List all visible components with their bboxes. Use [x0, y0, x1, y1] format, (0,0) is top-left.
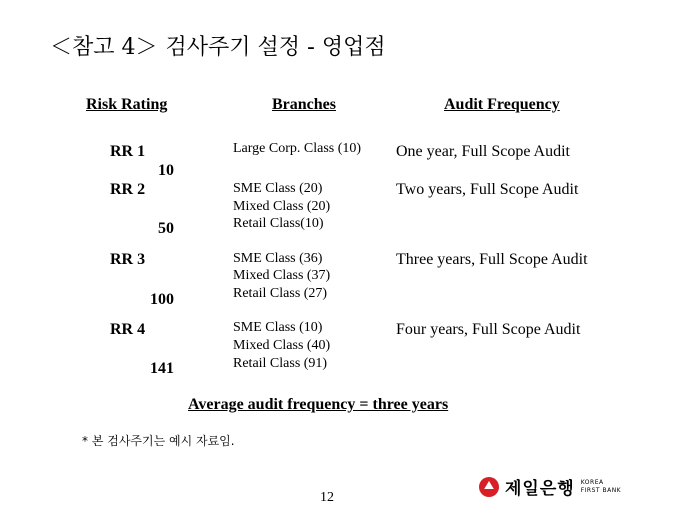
branch-line: SME Class (36) — [233, 251, 323, 266]
bank-logo-english-line2: FIRST BANK — [580, 486, 622, 494]
branch-line: Mixed Class (40) — [233, 338, 331, 353]
audit-frequency-1: One year, Full Scope Audit — [396, 143, 570, 160]
risk-rating-3: RR 3 — [110, 251, 146, 268]
branch-line: Retail Class (91) — [233, 356, 328, 371]
title-main: 검사주기 설정 - 영업점 — [165, 35, 386, 60]
branch-count-1: 10 — [158, 162, 174, 179]
page-number: 12 — [320, 490, 334, 505]
branch-line: Retail Class (27) — [233, 286, 328, 301]
audit-frequency-4: Four years, Full Scope Audit — [396, 321, 581, 338]
risk-rating-2: RR 2 — [110, 181, 146, 198]
audit-frequency-2: Two years, Full Scope Audit — [396, 181, 579, 198]
header-audit-frequency: Audit Frequency — [444, 96, 560, 113]
footnote: * 본 검사주기는 예시 자료임. — [82, 434, 235, 448]
audit-frequency-3: Three years, Full Scope Audit — [396, 251, 588, 268]
branch-line: SME Class (10) — [233, 320, 323, 335]
title-prefix: ＜참고 4＞ — [50, 35, 158, 60]
branch-count-4: 141 — [150, 360, 174, 377]
bank-logo — [478, 474, 621, 499]
branch-line: Retail Class(10) — [233, 216, 324, 231]
branch-line: Mixed Class (20) — [233, 199, 331, 214]
average-frequency-summary: Average audit frequency = three years — [188, 396, 449, 413]
risk-rating-4: RR 4 — [110, 321, 146, 338]
branch-line: Mixed Class (37) — [233, 268, 331, 283]
bank-logo-english-line1: KOREA — [580, 478, 604, 486]
slide-title — [50, 30, 386, 61]
bank-logo-english — [581, 479, 621, 495]
branch-line: SME Class (20) — [233, 181, 323, 196]
bank-logo-korean: 제일은행 — [505, 479, 575, 499]
branch-line: Large Corp. Class (10) — [233, 141, 362, 156]
branch-count-3: 100 — [150, 291, 174, 308]
header-risk-rating: Risk Rating — [86, 96, 168, 113]
header-branches: Branches — [272, 96, 336, 113]
bank-logo-mark-icon — [478, 476, 500, 498]
branch-count-2: 50 — [158, 220, 174, 237]
risk-rating-1: RR 1 — [110, 143, 146, 160]
